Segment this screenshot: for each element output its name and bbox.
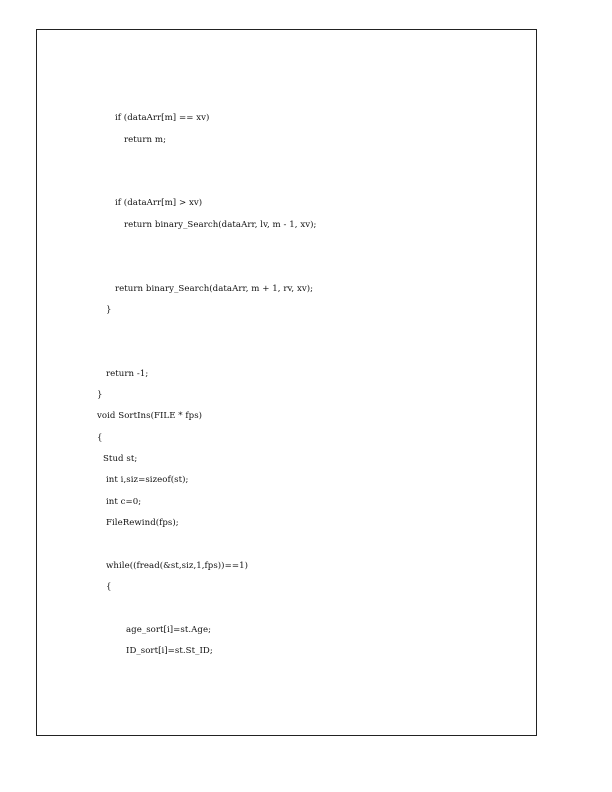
code-line: void SortIns(FILE * fps)	[97, 411, 203, 421]
code-line: while((fread(&st,siz,1,fps))==1)	[106, 561, 249, 571]
code-line: if (dataArr[m] > xv)	[115, 198, 203, 208]
code-line: return -1;	[106, 369, 149, 379]
code-line: ID_sort[i]=st.St_ID;	[126, 646, 213, 656]
code-line: }	[106, 305, 112, 315]
code-line: return m;	[124, 135, 167, 145]
code-line: if (dataArr[m] == xv)	[115, 113, 210, 123]
code-line: {	[106, 582, 112, 592]
code-line: return binary_Search(dataArr, m + 1, rv, xv);	[115, 284, 314, 294]
code-line: Stud st;	[103, 454, 138, 464]
code-line: int i,siz=sizeof(st);	[106, 475, 189, 485]
code-line: int c=0;	[106, 497, 142, 507]
code-line: age_sort[i]=st.Age;	[126, 625, 212, 635]
code-line: {	[97, 433, 103, 443]
page-border	[36, 29, 537, 736]
code-line: FileRewind(fps);	[106, 518, 179, 528]
code-line: }	[97, 390, 103, 400]
code-line: return binary_Search(dataArr, lv, m - 1, xv);	[124, 220, 317, 230]
